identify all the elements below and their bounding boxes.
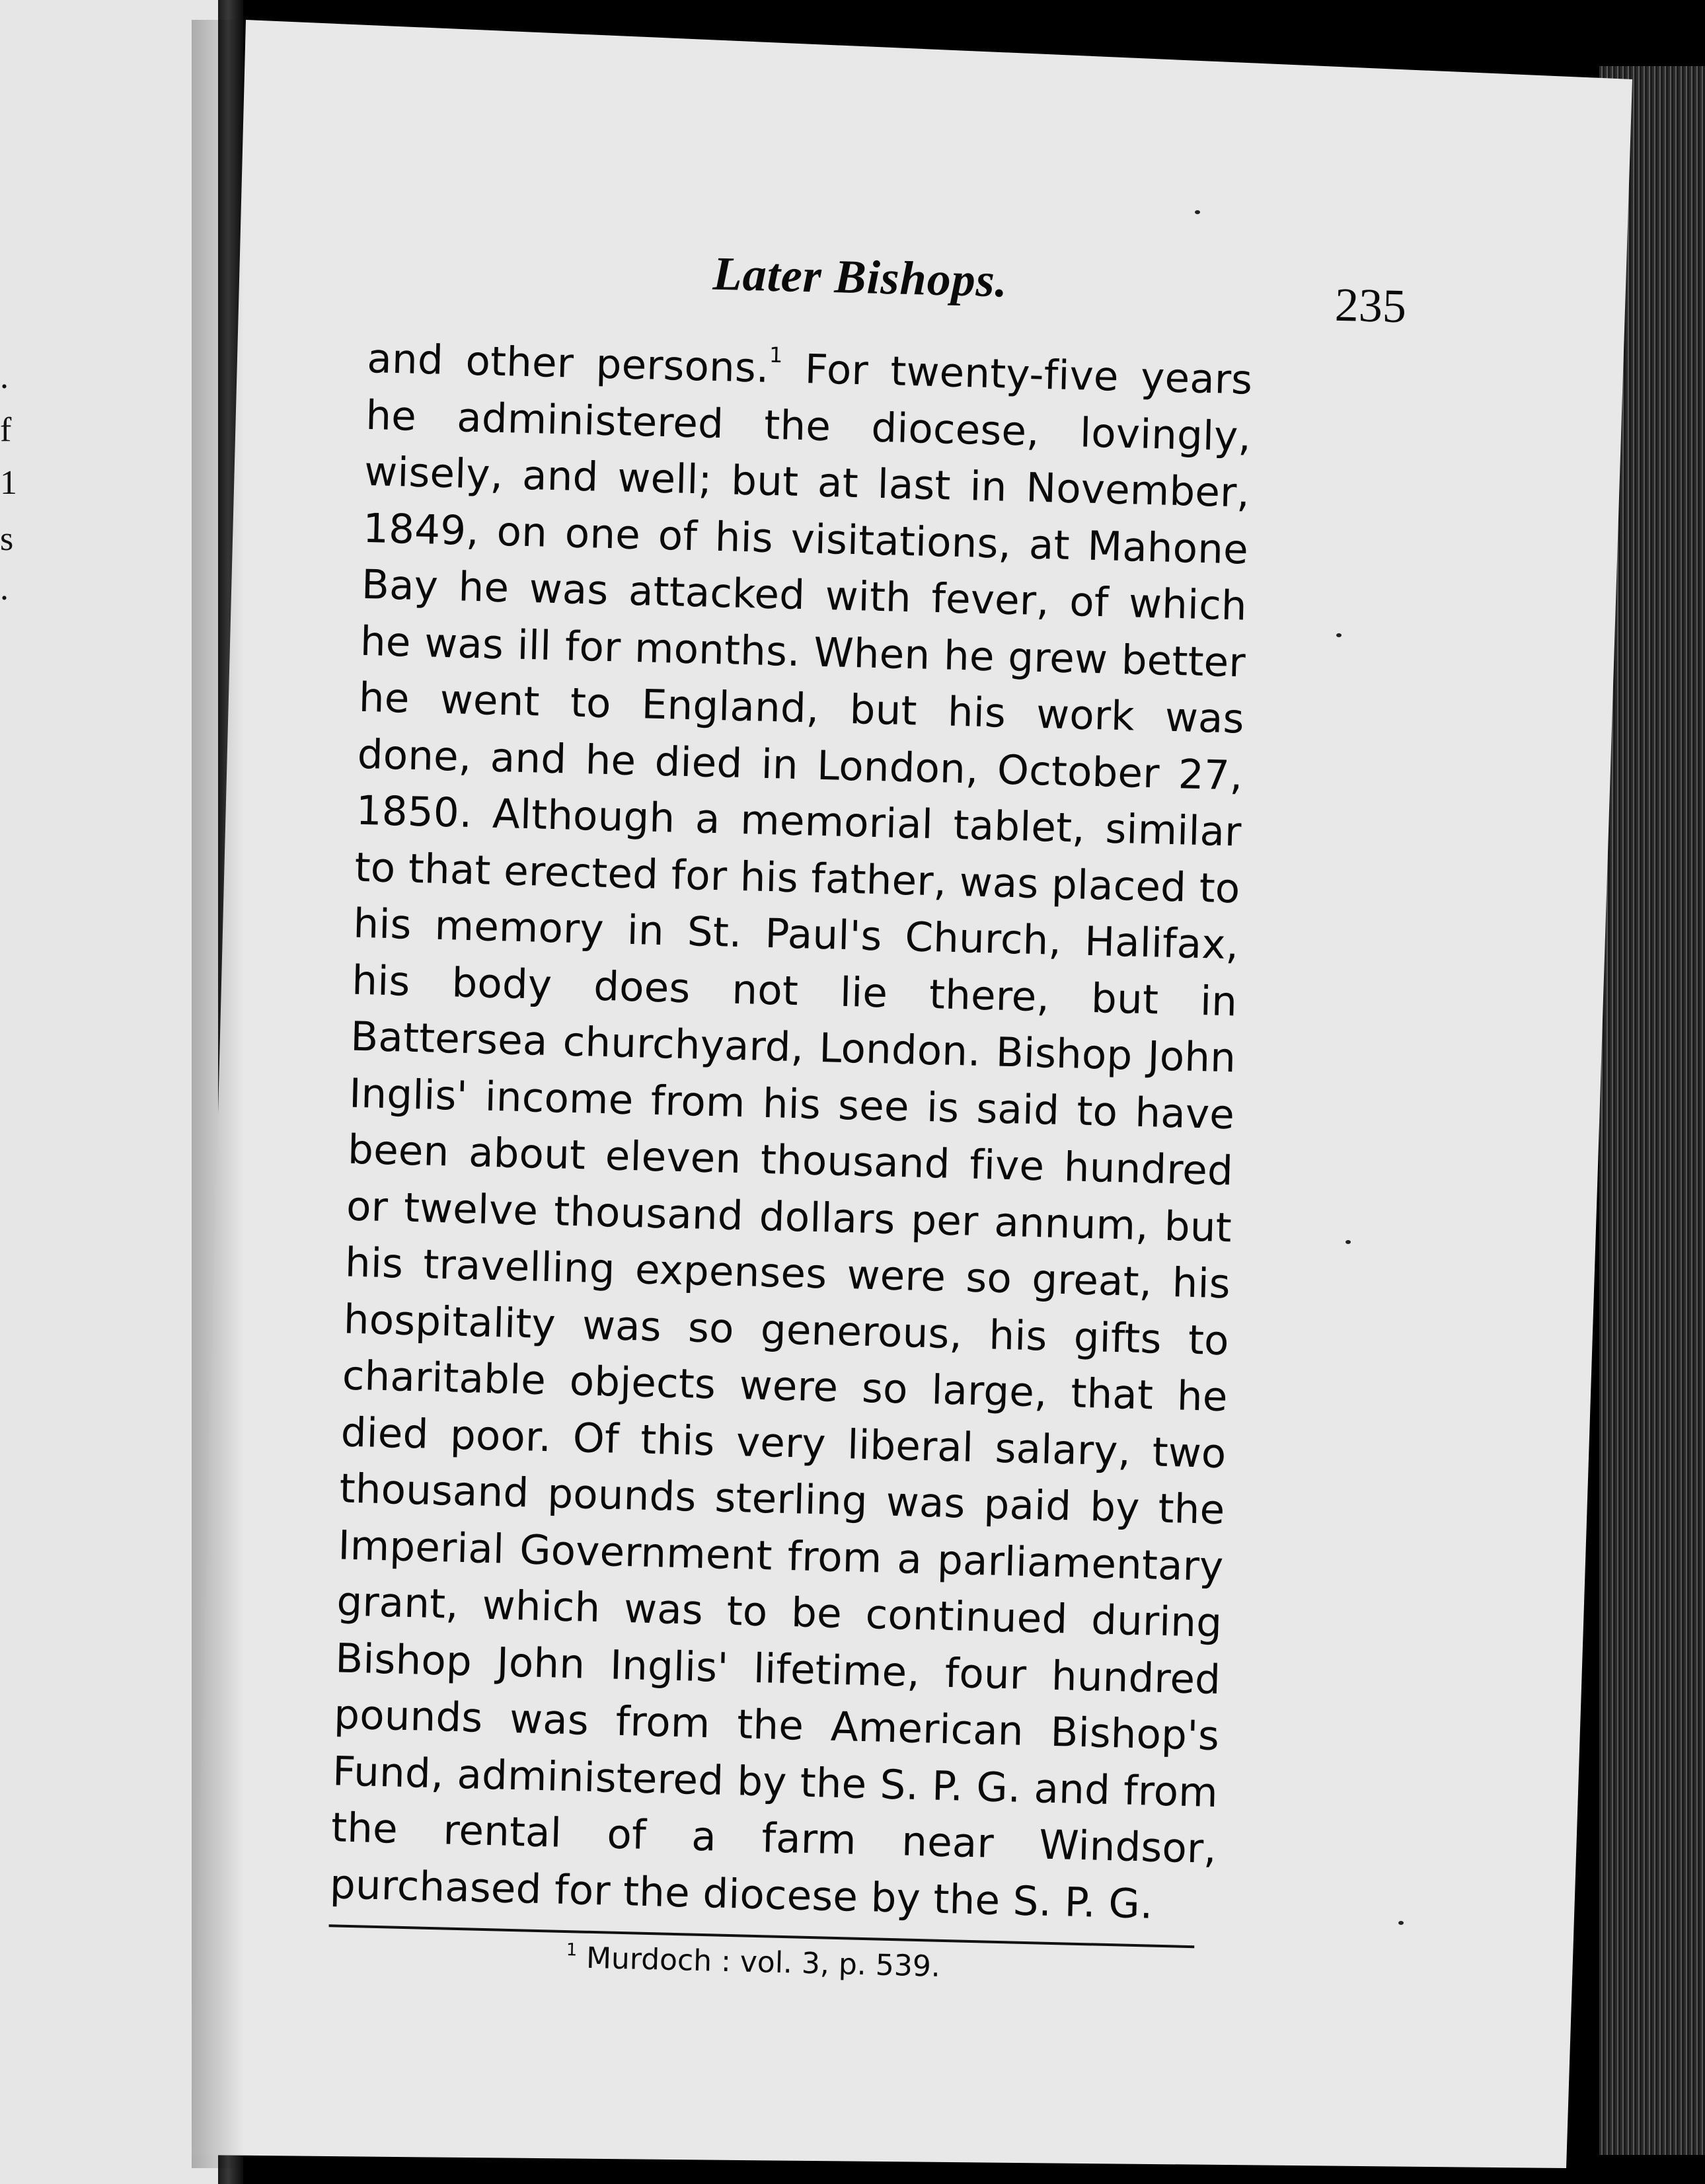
- left-margin-glyph: .: [0, 570, 9, 607]
- left-page: [0, 0, 218, 2184]
- paper-speck: [1195, 210, 1200, 214]
- page-content: [328, 238, 1407, 1992]
- paper-speck: [1398, 1921, 1404, 1925]
- body-text: [329, 331, 1253, 1934]
- left-margin-glyph: 1: [0, 464, 17, 502]
- paper-speck: [1336, 633, 1342, 637]
- page-number: 235: [1334, 278, 1407, 333]
- footnote-reference: 1: [769, 342, 784, 368]
- body-text-rest: For twenty-five years he administered the diocese, lovingly, wisely, and well; but at last in November, 1849, on one of his visitations, at Mahone Bay he was attacked with fever, of which he was ill for months. When he grew better he went to England, but his work was done, and he died in London, October 27, 1850. Although a memorial tablet, similar to that erected for his father, was placed to his memory in St. Paul's Church, Halifax, his body does not lie there, but in Battersea churchyard, London. Bishop John Inglis' income from his see is said to have been about eleven thousand five hundred or twelve thousand dollars per annum, but his travelling expenses were so great, his hospitality was so generous, his gifts to charitable objects were so large, that he died poor. Of this very liberal salary, two thousand pounds sterling was paid by the Imperial Government from a parliamentary grant, which was to be continued during Bishop John Inglis' lifetime, four hundred pounds was from the American Bishop's Fund, administered by the S. P. G. and from the rental of a farm near Windsor, purchased for the diocese by the S. P. G.: [329, 345, 1254, 1928]
- body-text-start: and other persons.: [366, 334, 770, 392]
- footnote-mark: 1: [566, 1940, 578, 1961]
- body-paragraph: [329, 331, 1253, 1934]
- left-margin-glyph: .: [0, 358, 9, 396]
- left-margin-glyph: f: [0, 411, 12, 449]
- left-margin-glyph: s: [0, 520, 14, 558]
- running-title: Later Bishops.: [712, 247, 1008, 307]
- footnote-text: Murdoch : vol. 3, p. 539.: [576, 1941, 941, 1984]
- paper-speck: [1345, 1240, 1351, 1244]
